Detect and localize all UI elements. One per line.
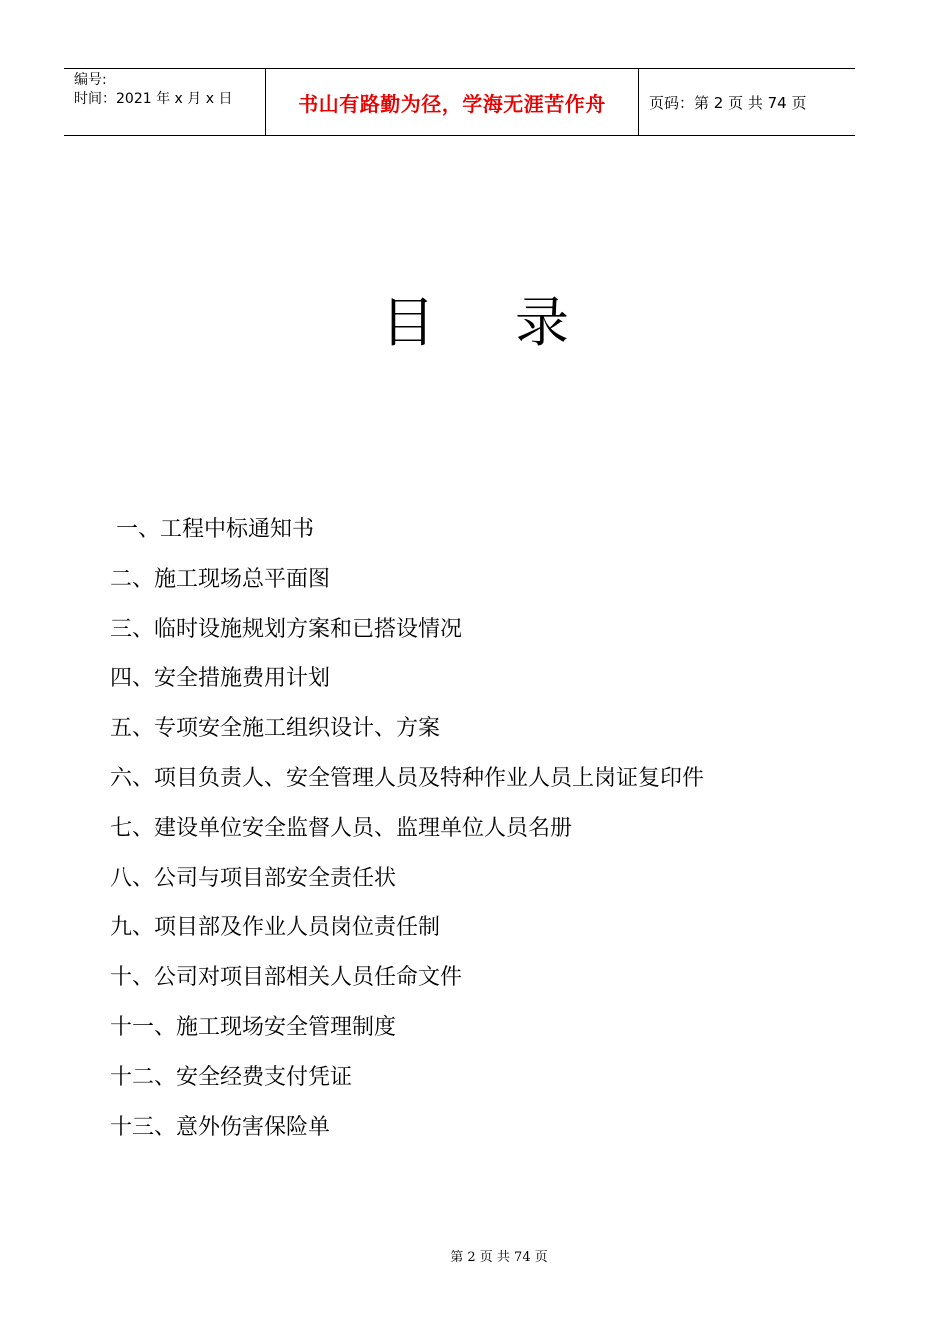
- number-label: 编号:: [74, 72, 107, 88]
- toc-item[interactable]: 十一、施工现场安全管理制度: [110, 1014, 397, 1040]
- page-title: [0, 288, 950, 358]
- toc-item[interactable]: 八、公司与项目部安全责任状: [110, 865, 397, 891]
- header-page-cell: [639, 69, 855, 135]
- footer-page-number: 第 2 页 共 74 页: [450, 1250, 548, 1265]
- toc-item[interactable]: 九、项目部及作业人员岗位责任制: [110, 915, 441, 941]
- motto-text: 书山有路勤为径，学海无涯苦作舟: [298, 91, 606, 116]
- time-label: 时间：2021 年 x 月 x 日: [74, 91, 233, 107]
- toc-item[interactable]: 七、建设单位安全监督人员、监理单位人员名册: [110, 815, 573, 841]
- toc-item[interactable]: 十二、安全经费支付凭证: [110, 1064, 353, 1090]
- header-page-info: 页码：第 2 页 共 74 页: [649, 93, 807, 112]
- page-footer: [0, 1246, 950, 1265]
- page-header: [64, 68, 855, 136]
- header-meta-cell: [64, 69, 266, 135]
- header-motto-cell: [266, 69, 639, 135]
- title-char-1: 目: [381, 291, 435, 354]
- title-char-2: 录: [515, 291, 569, 354]
- toc-item[interactable]: 六、项目负责人、安全管理人员及特种作业人员上岗证复印件: [110, 765, 705, 791]
- table-of-contents: [110, 510, 704, 1157]
- toc-item[interactable]: 一、工程中标通知书: [116, 517, 315, 542]
- toc-item[interactable]: 三、临时设施规划方案和已搭设情况: [110, 616, 463, 642]
- toc-item[interactable]: 二、施工现场总平面图: [110, 566, 331, 592]
- toc-item[interactable]: 四、安全措施费用计划: [110, 666, 331, 692]
- toc-item[interactable]: 十三、意外伤害保险单: [110, 1114, 331, 1140]
- toc-item[interactable]: 五、专项安全施工组织设计、方案: [110, 716, 441, 742]
- toc-item[interactable]: 十、公司对项目部相关人员任命文件: [110, 965, 463, 991]
